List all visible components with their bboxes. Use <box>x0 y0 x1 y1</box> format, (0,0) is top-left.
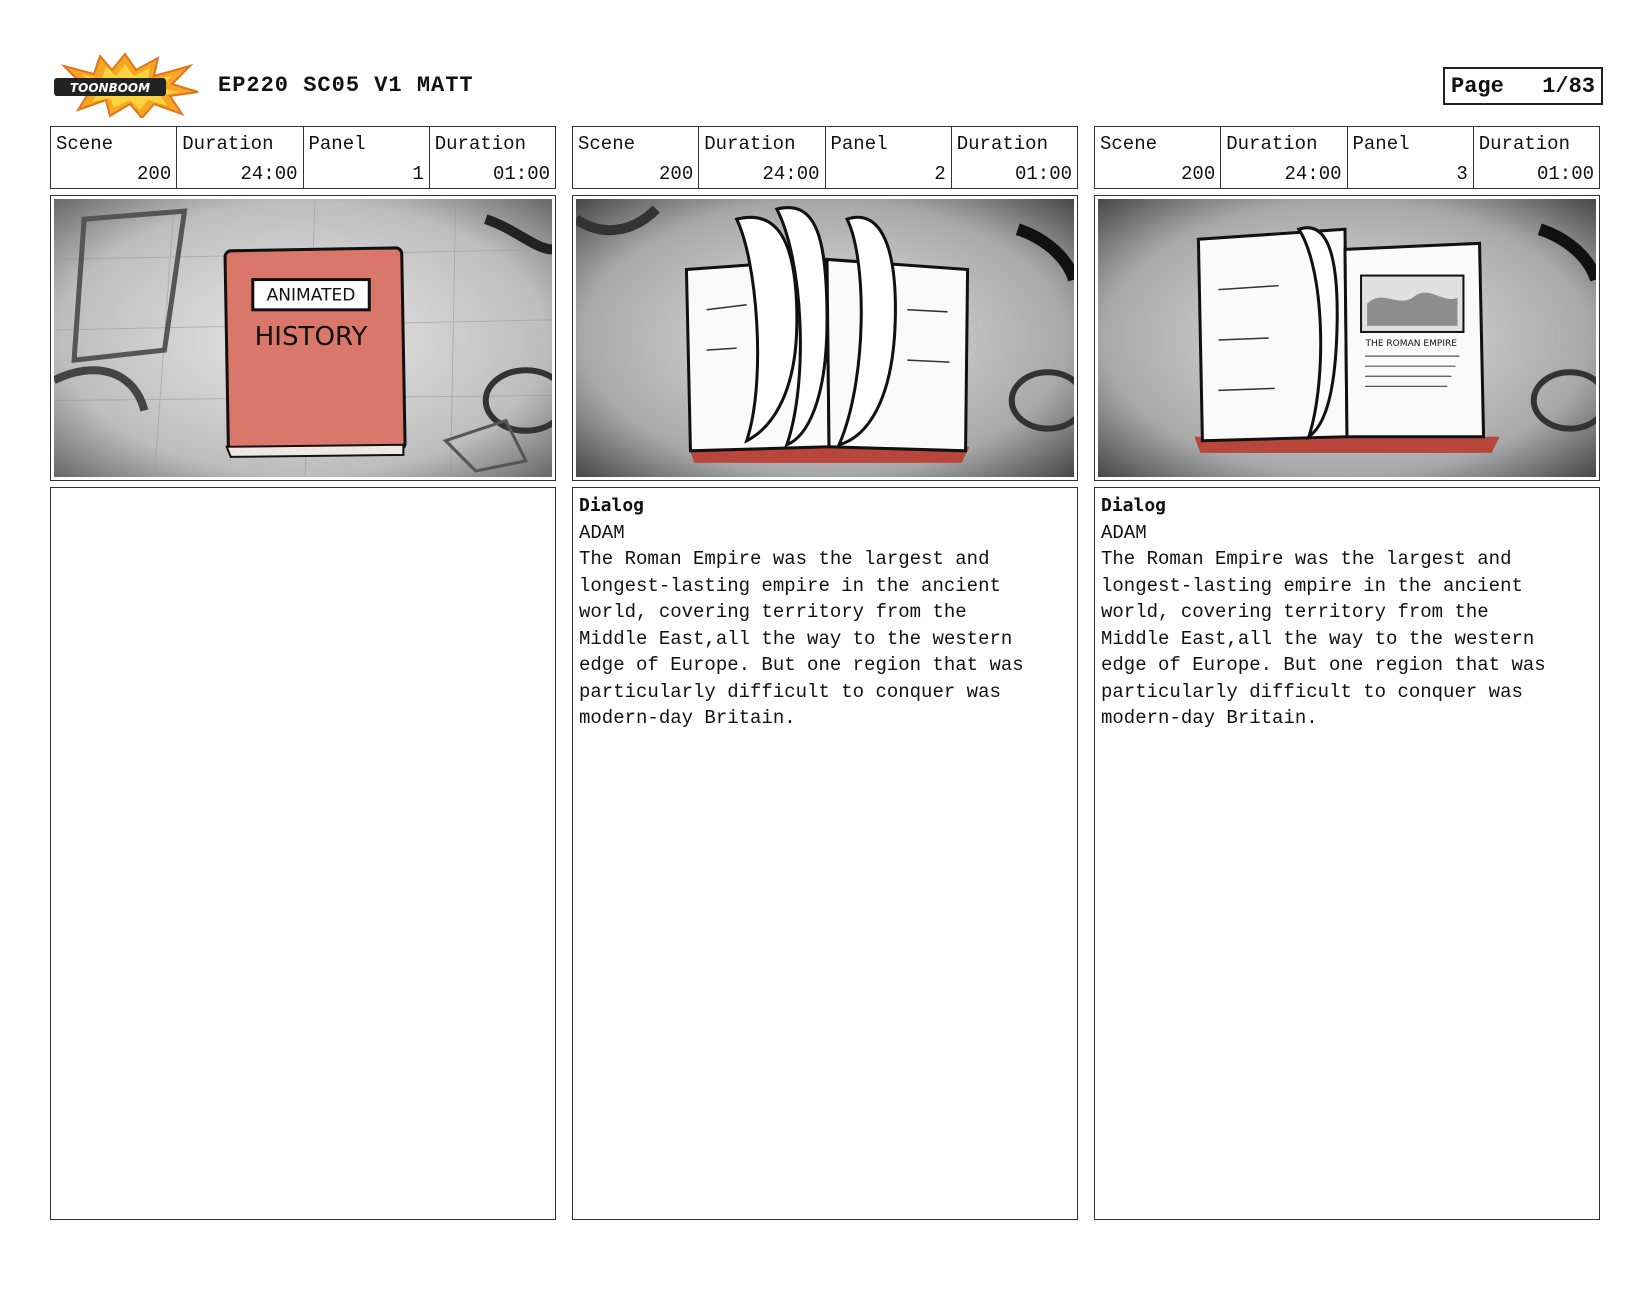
panel-info-bar <box>50 126 556 189</box>
panel-duration-value: 01:00 <box>1536 163 1594 185</box>
storyboard-frame[interactable] <box>572 195 1078 481</box>
scene-duration-value: 24:00 <box>240 163 298 185</box>
panel-duration-value: 01:00 <box>1014 163 1072 185</box>
storyboard-frame[interactable] <box>1094 195 1600 481</box>
book-cover-label: ANIMATED <box>266 285 356 306</box>
scene-duration-cell <box>1221 127 1347 188</box>
dialog-text: The Roman Empire was the largest and longest-lasting empire in the ancient world, covering territory from the Middle East,all the way to the western edge of Europe. But one region that was particularly difficult to conquer was modern-day Britain. <box>579 548 1024 729</box>
scene-duration-cell <box>177 127 303 188</box>
panel-value: 1 <box>412 163 424 185</box>
sketch-closed-book <box>54 199 552 477</box>
panel-value: 3 <box>1456 163 1468 185</box>
panel-duration-value: 01:00 <box>492 163 550 185</box>
page-indicator <box>1443 67 1603 105</box>
notes-box <box>50 487 556 1220</box>
panel-column-1 <box>50 126 556 1220</box>
dialog-speaker: ADAM <box>579 521 625 544</box>
panel-cell <box>826 127 952 188</box>
duration-label: Duration <box>434 133 526 155</box>
dialog-heading: Dialog <box>579 495 645 516</box>
dialog-heading: Dialog <box>1101 495 1167 516</box>
duration-label: Duration <box>704 133 796 155</box>
panel-label: Panel <box>308 133 366 155</box>
panel-label: Panel <box>1352 133 1410 155</box>
duration-label: Duration <box>1478 133 1570 155</box>
duration-label: Duration <box>1226 133 1318 155</box>
dialog-speaker: ADAM <box>1101 521 1147 544</box>
page-label: Page <box>1451 73 1504 99</box>
scene-label: Scene <box>578 133 636 155</box>
sketch-flipping-pages <box>576 199 1074 477</box>
dialog-text: The Roman Empire was the largest and longest-lasting empire in the ancient world, covering territory from the Middle East,all the way to the western edge of Europe. But one region that was particularly difficult to conquer was modern-day Britain. <box>1101 548 1546 729</box>
scene-duration-cell <box>699 127 825 188</box>
scene-value: 200 <box>659 163 694 185</box>
scene-cell <box>1095 127 1221 188</box>
panel-info-bar <box>572 126 1078 189</box>
scene-cell <box>51 127 177 188</box>
page-number: 1/83 <box>1542 73 1595 99</box>
storyboard-frame[interactable] <box>50 195 556 481</box>
panel-info-bar <box>1094 126 1600 189</box>
panel-duration-cell <box>1474 127 1599 188</box>
logo-text: TOONBOOM <box>69 81 151 95</box>
scene-duration-value: 24:00 <box>1284 163 1342 185</box>
duration-label: Duration <box>956 133 1048 155</box>
panel-column-2 <box>572 126 1078 1220</box>
scene-value: 200 <box>1181 163 1216 185</box>
scene-label: Scene <box>1100 133 1158 155</box>
scene-duration-value: 24:00 <box>762 163 820 185</box>
duration-label: Duration <box>182 133 274 155</box>
scene-label: Scene <box>56 133 114 155</box>
scene-cell <box>573 127 699 188</box>
panel-duration-cell <box>430 127 555 188</box>
notes-box <box>572 487 1078 1220</box>
document-title: EP220 SC05 V1 MATT <box>218 73 474 98</box>
panel-cell <box>304 127 430 188</box>
book-cover-title: HISTORY <box>254 322 368 353</box>
panel-value: 2 <box>934 163 946 185</box>
panel-cell <box>1348 127 1474 188</box>
notes-box <box>1094 487 1600 1220</box>
panel-column-3 <box>1094 126 1600 1220</box>
panel-label: Panel <box>830 133 888 155</box>
toonboom-logo <box>50 52 200 118</box>
map-caption: THE ROMAN EMPIRE <box>1365 339 1457 350</box>
scene-value: 200 <box>137 163 172 185</box>
sketch-open-book-map <box>1098 199 1596 477</box>
panel-duration-cell <box>952 127 1077 188</box>
